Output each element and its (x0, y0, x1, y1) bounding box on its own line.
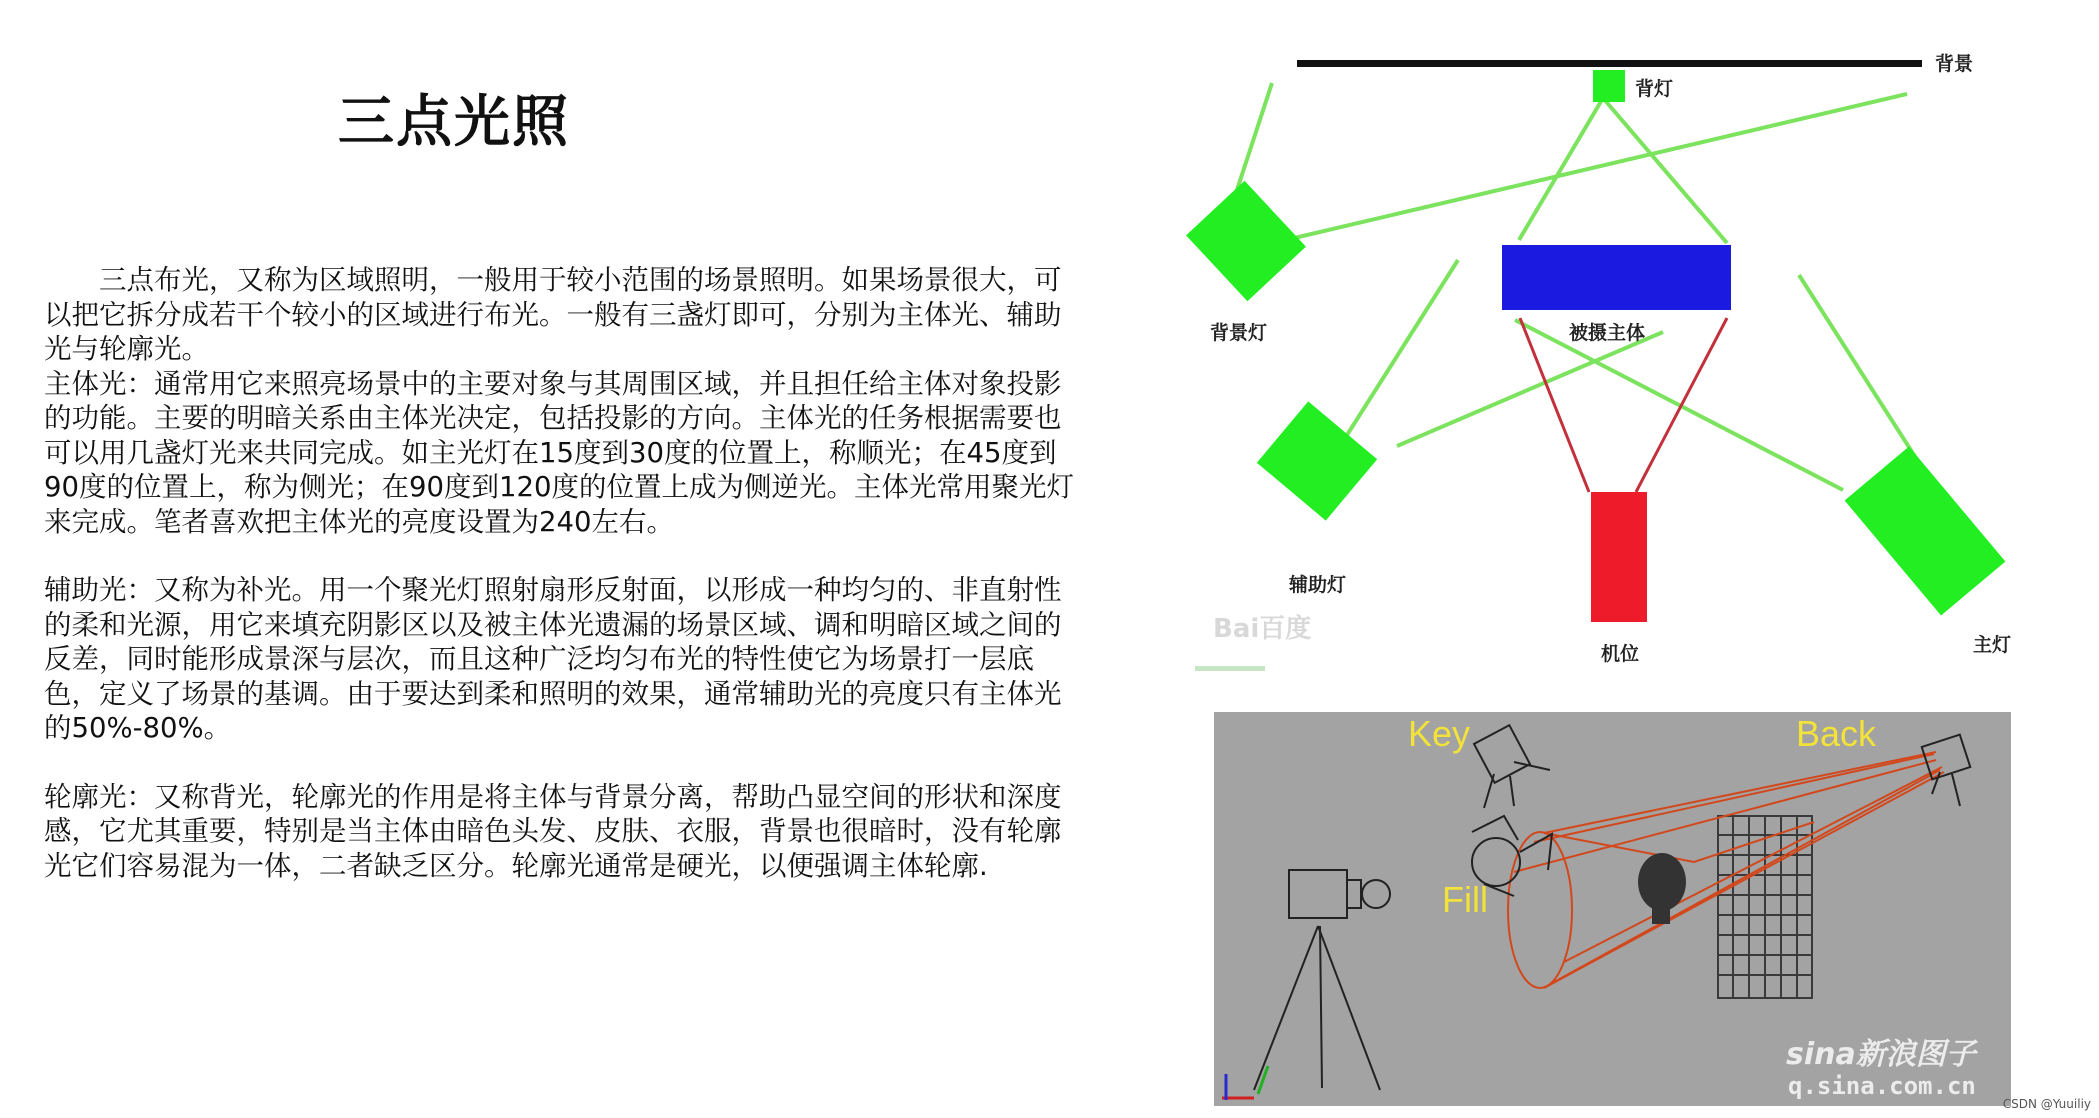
render-watermark-url: q.sina.com.cn (1788, 1072, 1976, 1100)
label-fill-light: 辅助灯 (1289, 574, 1347, 596)
rim-light-paragraph: 轮廓光：又称背光，轮廓光的作用是将主体与背景分离，帮助凸显空间的形状和深度感，它尤其重要，特别是当主体由暗色头发、皮肤、衣服，背景也很暗时，没有轮廓光它们容易混为一体，二者缺乏区分。轮廓光通常是硬光，以便强调主体轮廓. (44, 780, 1062, 882)
label-key: Key (1408, 713, 1471, 754)
back-light (1593, 70, 1625, 102)
label-back-light: 背灯 (1635, 78, 1674, 100)
render-watermark-logo: sina新浪图子 (1786, 1037, 1976, 1072)
camera-block (1591, 492, 1647, 622)
label-camera: 机位 (1601, 643, 1640, 665)
label-background-light: 背景灯 (1210, 322, 1268, 344)
backdrop-grid (1718, 816, 1812, 998)
diagram-watermark: Bai百度 (1213, 614, 1312, 644)
watermark-bar (1195, 666, 1265, 671)
label-subject: 被摄主体 (1569, 322, 1646, 344)
lighting-render (1214, 712, 2011, 1106)
fill-light-paragraph: 辅助光：又称为补光。用一个聚光灯照射扇形反射面，以形成一种均匀的、非直射性的柔和光源，用它来填充阴影区以及被主体光遗漏的场景区域、调和明暗区域之间的反差，同时能形成景深与层次，而且这种广泛均匀布光的特性使它为场景打一层底色，定义了场景的基调。由于要达到柔和照明的效果，通常辅助光的亮度只有主体光的50%-80%。 (44, 574, 1062, 744)
key-light-paragraph: 主体光：通常用它来照亮场景中的主要对象与其周围区域，并且担任给主体对象投影的功能。主要的明暗关系由主体光决定，包括投影的方向。主体光的任务根据需要也可以用几盏灯光来共同完成。如主光灯在15度到30度的位置上，称顺光；在45度到90度的位置上，称为侧光；在90度到120度的位置上成为侧逆光。主体光常用聚光灯来完成。笔者喜欢把主体光的亮度设置为240左右。 (44, 367, 1074, 538)
label-fill: Fill (1442, 879, 1488, 920)
subject-block (1502, 245, 1731, 310)
background-bar (1297, 60, 1922, 67)
lighting-diagram (1185, 50, 2030, 690)
intro-paragraph: 三点布光，又称为区域照明，一般用于较小范围的场景照明。如果场景很大，可以把它拆分成若干个较小的区域进行布光。一般有三盏灯即可，分别为主体光、辅助光与轮廓光。 (44, 264, 1062, 365)
label-key-light: 主灯 (1973, 634, 2012, 656)
key-light (1845, 447, 2006, 616)
background-light (1186, 181, 1306, 301)
body-text (44, 263, 1074, 883)
label-back: Back (1796, 713, 1877, 754)
credit-text: CSDN @Yuuiliy (2002, 1097, 2091, 1111)
label-background: 背景 (1935, 53, 1974, 75)
page-title: 三点光照 (338, 90, 570, 155)
